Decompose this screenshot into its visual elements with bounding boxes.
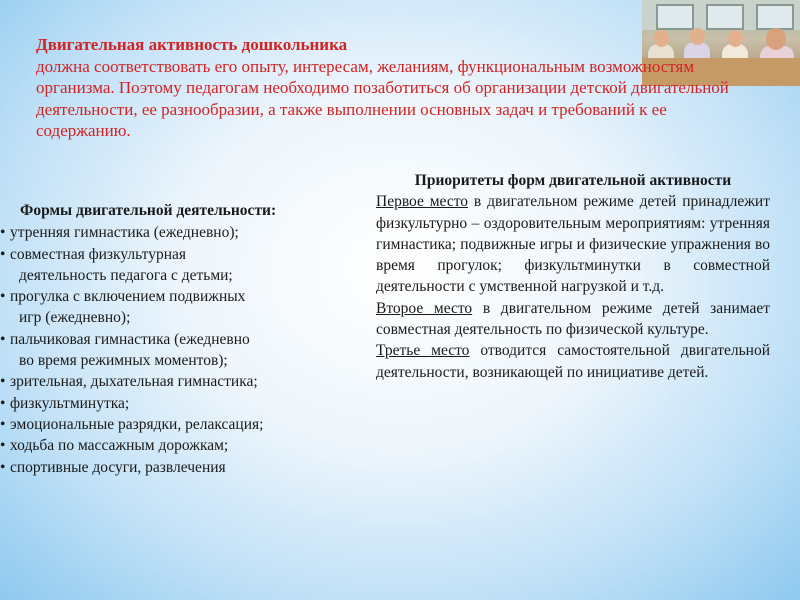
- slide-header: [36, 34, 756, 142]
- list-item: • утренняя гимнастика (ежедневно);: [0, 222, 350, 243]
- list-item: • физкультминутка;: [0, 393, 350, 414]
- list-item: • спортивные досуги, развлечения: [0, 457, 350, 478]
- priority-lead: Третье место: [376, 342, 470, 360]
- list-item: • совместная физкультурная деятельность педагога с детьми;: [0, 244, 350, 287]
- priority-lead: Второе место: [376, 299, 473, 317]
- header-title: Двигательная активность дошкольника: [36, 35, 348, 54]
- list-item: • эмоциональные разрядки, релаксация;: [0, 414, 350, 435]
- priority-lead: Первое место: [376, 193, 469, 211]
- priorities-title: Приоритеты форм двигательной активности: [414, 172, 732, 189]
- priority-paragraph: Третье место отводится самостоятельной двигательной деятельности, возникающей по инициативе детей.: [376, 342, 770, 381]
- activity-forms-section: [0, 200, 350, 478]
- priorities-section: [376, 170, 770, 383]
- forms-title: Формы двигательной деятельности:: [20, 202, 277, 219]
- forms-list: [0, 222, 350, 478]
- list-item: • пальчиковая гимнастика (ежедневно во время режимных моментов);: [0, 329, 350, 372]
- list-item: • зрительная, дыхательная гимнастика;: [0, 371, 350, 392]
- list-item: • ходьба по массажным дорожкам;: [0, 435, 350, 456]
- priority-paragraph: Второе место в двигательном режиме детей занимает совместная деятельность по физической культуре.: [376, 299, 770, 339]
- list-item: • прогулка с включением подвижных игр (ежедневно);: [0, 286, 350, 329]
- header-body: должна соответствовать его опыту, интересам, желаниям, функциональным возможностям организма. Поэтому педагогам необходимо позаботиться об организации детской двигательной деятельности, ее разнообразии, а также выполнении основных задач и требований к ее содержанию.: [36, 56, 729, 140]
- priority-paragraph: Первое место в двигательном режиме детей принадлежит физкультурно – оздоровительным мероприятиям: утренняя гимнастика; подвижные игры и физические упражнения во время прогулок; физкультминутки в совместной деятельности с умственной нагрузкой и т.д.: [376, 193, 770, 296]
